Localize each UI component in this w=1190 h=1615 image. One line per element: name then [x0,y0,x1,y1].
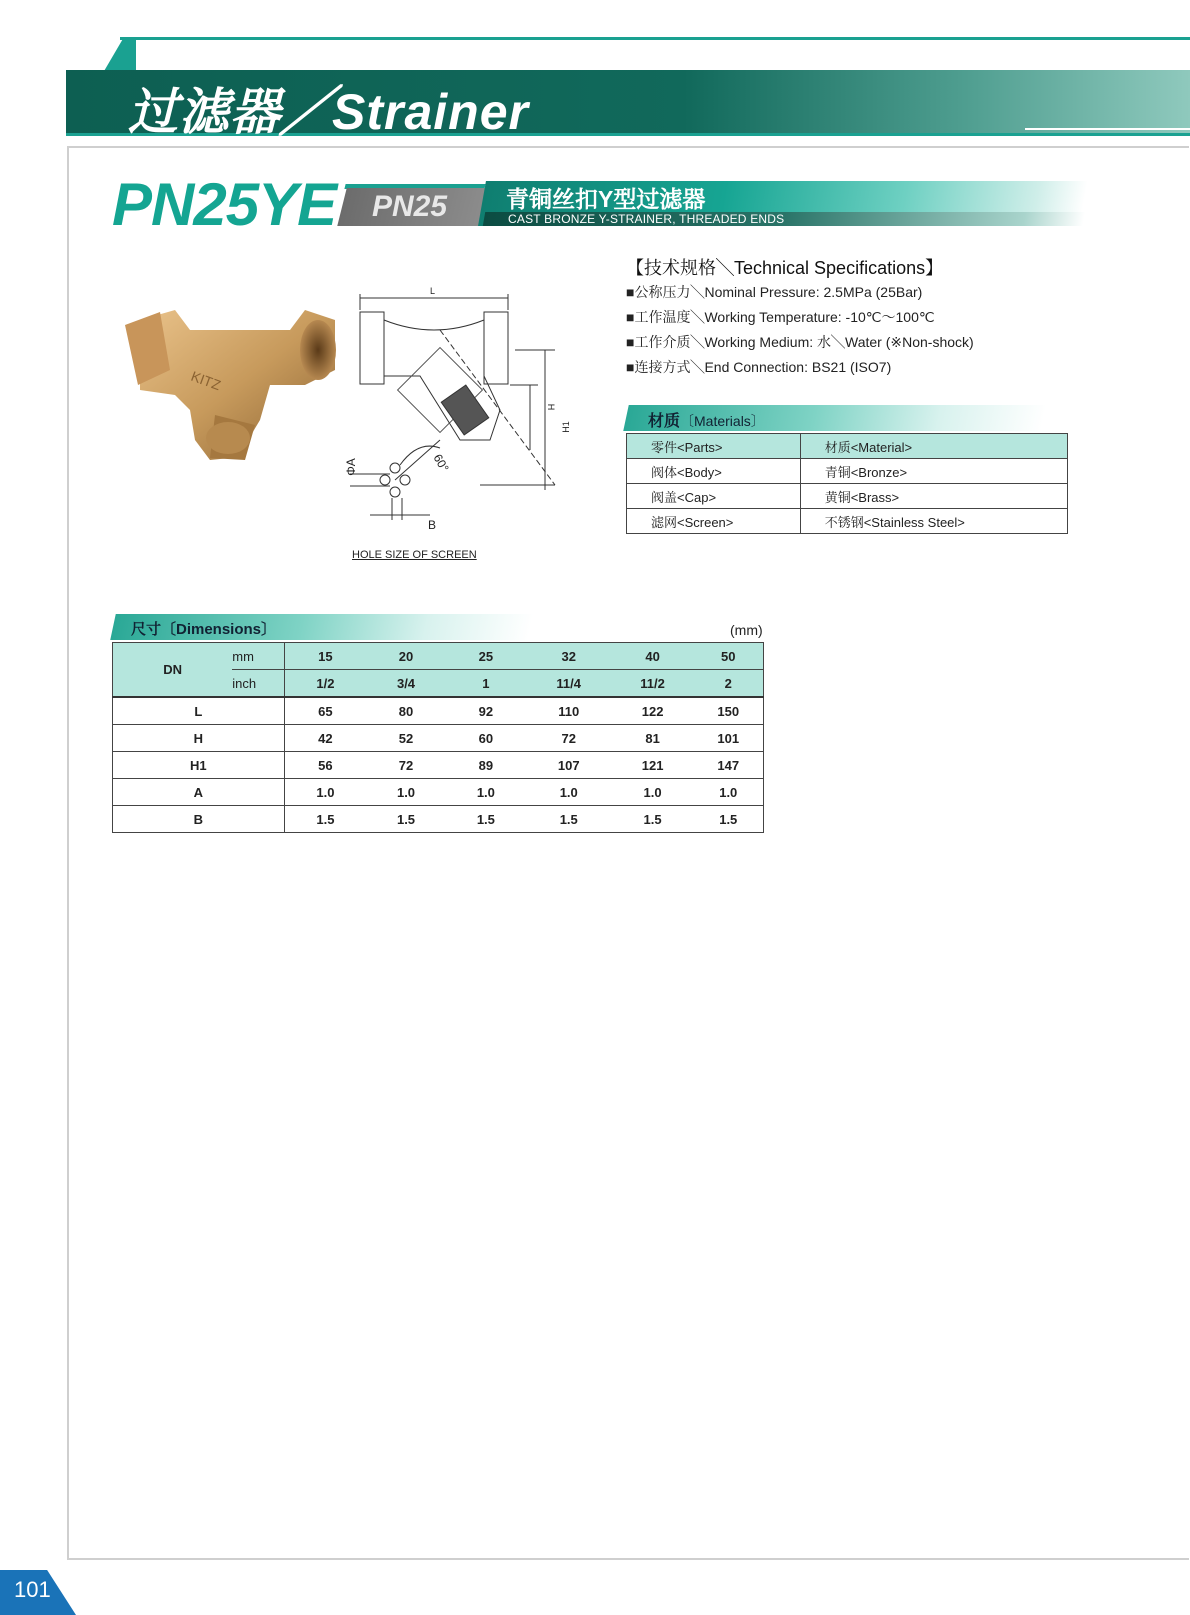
dimensions-table [112,642,764,833]
value-cell: 1.5 [694,806,764,833]
svg-text:KITZ: KITZ [188,367,223,394]
value-cell: 1.5 [612,806,694,833]
model-number: PN25YE [112,171,337,238]
inch-label: inch [232,670,284,698]
inch-cell: 11/2 [612,670,694,698]
dim-label-H: H [546,403,557,411]
dim-label-L: L [430,286,436,296]
page-number: 101 [14,1577,51,1602]
product-photo [120,300,345,480]
value-cell: 150 [694,697,764,725]
material-cell: 黄铜<Brass> [800,484,1067,509]
value-cell: 72 [526,725,612,752]
dim-label-B: B [428,518,437,532]
drawing-caption: HOLE SIZE OF SCREEN [352,549,477,561]
materials-header-material: 材质<Material> [800,434,1067,459]
technical-drawing [340,290,580,560]
value-cell: 72 [366,752,446,779]
value-cell: 1.5 [526,806,612,833]
header-accent [1025,126,1190,134]
inch-cell: 3/4 [366,670,446,698]
mm-label: mm [232,643,284,670]
spec-pressure: ■公称压力╲Nominal Pressure: 2.5MPa (25Bar) [626,284,923,300]
inch-cell: 1/2 [284,670,366,698]
value-cell: 110 [526,697,612,725]
value-cell: 1.5 [284,806,366,833]
row-label: L [113,697,285,725]
material-cell: 不锈钢<Stainless Steel> [800,509,1067,534]
spec-medium: ■工作介质╲Working Medium: 水╲Water (※Non-shock) [626,334,974,350]
value-cell: 1.0 [446,779,526,806]
part-cell: 滤网<Screen> [627,509,801,534]
table-row [627,459,1068,484]
value-cell: 122 [612,697,694,725]
value-cell: 1.5 [446,806,526,833]
part-cell: 阀盖<Cap> [627,484,801,509]
spec-connection: ■连接方式╲End Connection: BS21 (ISO7) [626,359,892,375]
materials-table [626,433,1068,534]
value-cell: 42 [284,725,366,752]
inch-cell: 1 [446,670,526,698]
mm-cell: 20 [366,643,446,670]
table-row [113,752,764,779]
materials-title-en: 〔Materials〕 [680,413,765,429]
materials-header-row [627,434,1068,459]
table-row [113,779,764,806]
table-row [627,484,1068,509]
value-cell: 56 [284,752,366,779]
value-cell: 107 [526,752,612,779]
value-cell: 1.0 [526,779,612,806]
value-cell: 121 [612,752,694,779]
mm-cell: 50 [694,643,764,670]
specs-title: 【技术规格╲Technical Specifications】 [626,258,944,278]
part-cell: 阀体<Body> [627,459,801,484]
row-label: H [113,725,285,752]
mm-cell: 25 [446,643,526,670]
header-top-rule [120,37,1190,40]
materials-title-cn: 材质 [648,413,681,430]
dim-label-A: ΦA [343,458,358,476]
page-title: 过滤器╱Strainer [128,84,529,140]
value-cell: 65 [284,697,366,725]
row-label: H1 [113,752,285,779]
value-cell: 101 [694,725,764,752]
dimensions-mm-row [113,643,764,670]
value-cell: 1.0 [612,779,694,806]
spec-temperature: ■工作温度╲Working Temperature: -10℃～100℃ [626,309,935,325]
mm-cell: 15 [284,643,366,670]
dn-label: DN [113,643,233,698]
value-cell: 81 [612,725,694,752]
value-cell: 60 [446,725,526,752]
value-cell: 147 [694,752,764,779]
table-row [113,806,764,833]
row-label: B [113,806,285,833]
materials-title [648,408,765,431]
inch-cell: 2 [694,670,764,698]
value-cell: 92 [446,697,526,725]
value-cell: 89 [446,752,526,779]
dimensions-title: 尺寸〔Dimensions〕 [131,621,277,638]
material-cell: 青铜<Bronze> [800,459,1067,484]
dim-label-H1: H1 [560,421,571,433]
pressure-tag-label: PN25 [372,190,448,223]
value-cell: 1.0 [366,779,446,806]
table-row [113,697,764,725]
dim-label-angle: 60° [430,451,452,475]
product-name-en: CAST BRONZE Y-STRAINER, THREADED ENDS [508,212,785,226]
dimensions-unit: (mm) [730,622,763,638]
mm-cell: 32 [526,643,612,670]
value-cell: 1.0 [694,779,764,806]
value-cell: 52 [366,725,446,752]
value-cell: 80 [366,697,446,725]
row-label: A [113,779,285,806]
inch-cell: 11/4 [526,670,612,698]
value-cell: 1.5 [366,806,446,833]
mm-cell: 40 [612,643,694,670]
materials-header-parts: 零件<Parts> [627,434,801,459]
product-name-cn: 青铜丝扣Y型过滤器 [506,186,706,212]
table-row [113,725,764,752]
table-row [627,509,1068,534]
value-cell: 1.0 [284,779,366,806]
